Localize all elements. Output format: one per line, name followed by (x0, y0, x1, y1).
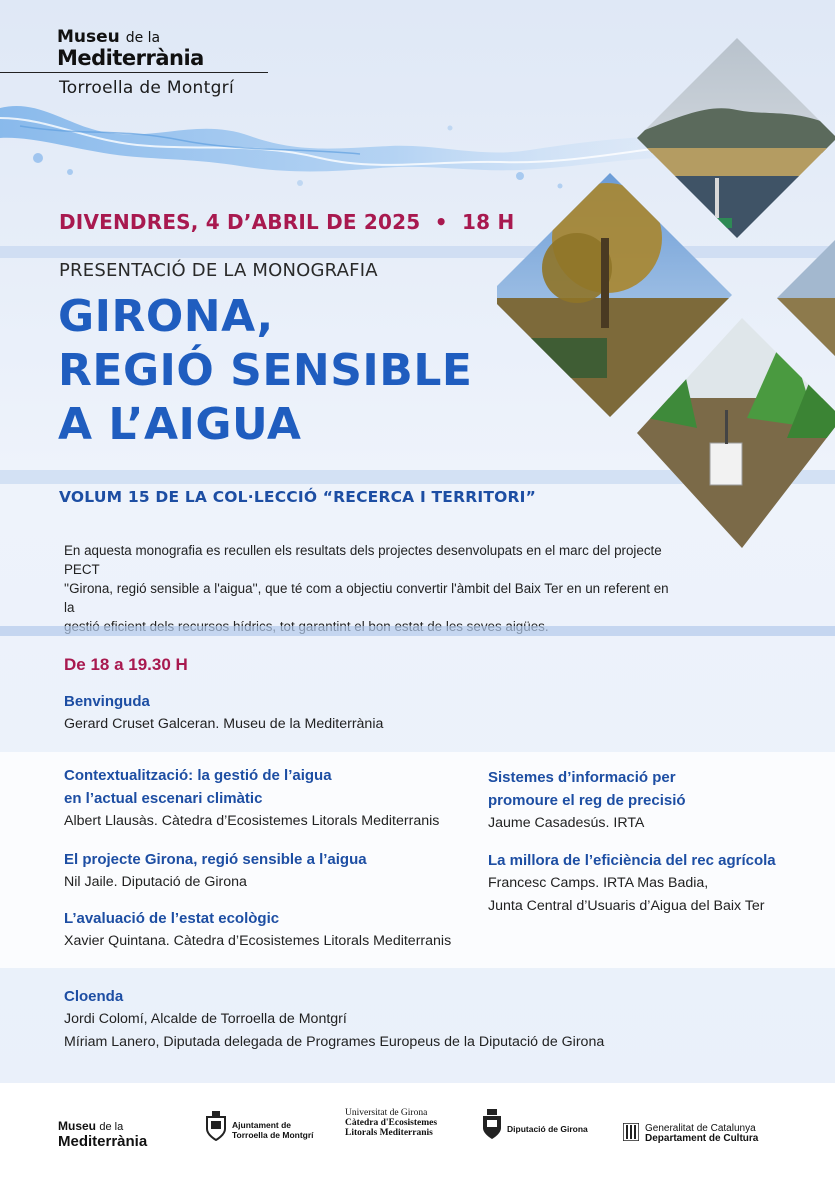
udg-line: Litorals Mediterranis (345, 1128, 433, 1138)
shield-icon (481, 1109, 503, 1139)
program-time-range: De 18 a 19.30 H (64, 655, 188, 674)
session-title: L’avaluació de l’estat ecològic (64, 910, 280, 927)
program-session (488, 849, 776, 918)
program-closing (64, 985, 604, 1054)
program-session (64, 764, 439, 833)
photo-collage (497, 38, 835, 548)
session-title: Sistemes d’informació per (488, 769, 676, 786)
volume-line: VOLUM 15 DE LA COL·LECCIÓ “RECERCA I TERRITORI” (59, 488, 536, 506)
ajuntament-line: Torroella de Montgrí (232, 1130, 314, 1140)
footer-museu-word: Museu (58, 1119, 97, 1133)
footer-museu-logo (58, 1120, 147, 1150)
logo-museu-word: Museu (57, 27, 120, 47)
title-line-1: GIRONA, (58, 291, 274, 342)
diputacio-label: Diputació de Girona (507, 1124, 588, 1134)
date-separator: • (434, 210, 448, 234)
photo-field-slice (767, 228, 835, 368)
event-subtitle: PRESENTACIÓ DE LA MONOGRAFIA (59, 260, 378, 281)
logo-mediterrania-word: Mediterrània (57, 46, 204, 70)
gencat-line: Generalitat de Catalunya (645, 1123, 756, 1134)
header-divider (0, 72, 268, 73)
photo-lake-mountain (627, 38, 835, 248)
logo-de-la: de la (125, 30, 161, 46)
session-speaker: Gerard Cruset Galceran. Museu de la Mediterrània (64, 716, 384, 732)
footer-de-la: de la (99, 1121, 124, 1133)
footer-mediterrania-word: Mediterrània (58, 1133, 148, 1150)
title-line-3: A L’AIGUA (58, 399, 302, 450)
intro-line: ''Girona, regió sensible a l'aigua'', que té com a objectiu convertir l'àmbit del Baix Ter en un referent en la (64, 581, 669, 615)
gencat-flag-icon (623, 1123, 639, 1141)
session-title: Benvinguda (64, 693, 150, 710)
program-session (488, 766, 686, 835)
event-date-line (59, 210, 514, 234)
town-name: Torroella de Montgrí (59, 78, 234, 98)
footer-udg-logo (345, 1108, 437, 1138)
museu-logo (57, 28, 204, 69)
session-speaker: Francesc Camps. IRTA Mas Badia, (488, 875, 709, 891)
program-session (64, 848, 367, 894)
gencat-line: Departament de Cultura (645, 1133, 759, 1144)
program-welcome (64, 690, 383, 736)
session-title: La millora de l’eficiència del rec agrícola (488, 852, 776, 869)
event-title (58, 290, 528, 452)
session-speaker: Míriam Lanero, Diputada delegada de Programes Europeus de la Diputació de Girona (64, 1034, 605, 1050)
title-line-2: REGIÓ SENSIBLE (58, 345, 473, 396)
session-title: en l’actual escenari climàtic (64, 790, 263, 807)
session-title: promoure el reg de precisió (488, 792, 686, 809)
session-speaker: Jordi Colomí, Alcalde de Torroella de Montgrí (64, 1011, 347, 1027)
intro-paragraph (64, 541, 674, 636)
session-speaker: Nil Jaile. Diputació de Girona (64, 874, 247, 890)
session-title: Cloenda (64, 988, 124, 1005)
event-date: DIVENDRES, 4 D’ABRIL DE 2025 (59, 210, 421, 234)
intro-line: En aquesta monografia es recullen els resultats dels projectes desenvolupats en el marc del projecte PECT (64, 543, 662, 577)
session-title: El projecte Girona, regió sensible a l’aigua (64, 851, 367, 868)
session-title: Contextualització: la gestió de l’aigua (64, 767, 332, 784)
session-speaker: Albert Llausàs. Càtedra d’Ecosistemes Litorals Mediterranis (64, 813, 440, 829)
decor-band (0, 626, 835, 636)
shield-icon (205, 1111, 227, 1141)
footer-logos (0, 1083, 835, 1181)
event-time: 18 H (462, 210, 515, 234)
session-speaker: Jaume Casadesús. IRTA (488, 815, 645, 831)
program-session (64, 907, 451, 953)
udg-line: Universitat de Girona (345, 1108, 428, 1118)
session-speaker: Junta Central d’Usuaris d’Aigua del Baix Ter (488, 898, 765, 914)
udg-line: Càtedra d'Ecosistemes (345, 1118, 438, 1128)
session-speaker: Xavier Quintana. Càtedra d’Ecosistemes Litorals Mediterranis (64, 933, 452, 949)
ajuntament-line: Ajuntament de (232, 1120, 292, 1130)
